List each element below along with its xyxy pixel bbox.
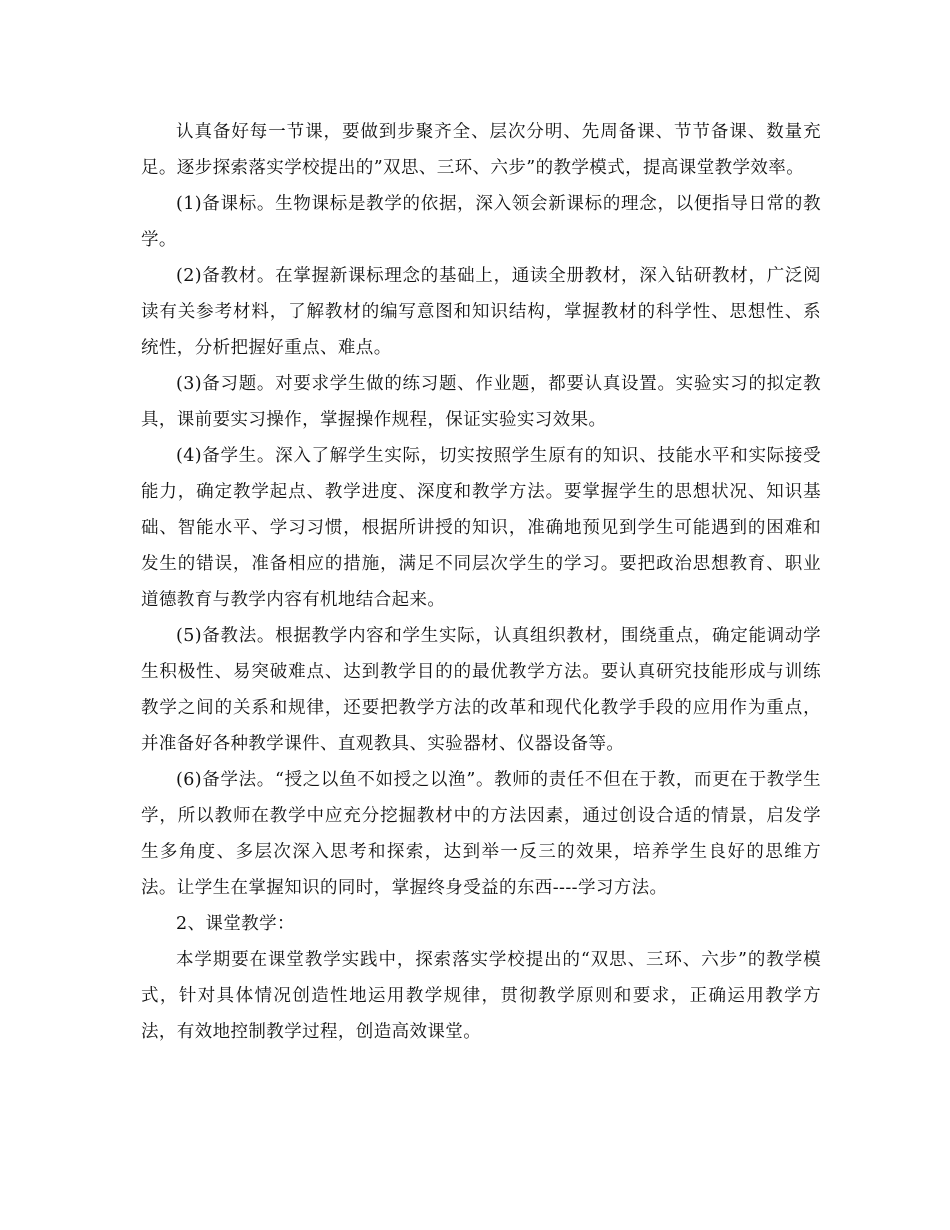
paragraph-classroom-teaching: 本学期要在课堂教学实践中，探索落实学校提出的“双思、三环、六步”的教学模式，针对具体情况创造性地运用教学规律，贯彻教学原则和要求，正确运用教学方法，有效地控制教学过程，创造高效课堂。 [141, 950, 821, 1042]
paragraph-textbook: (2)备教材。在掌握新课标理念的基础上，通读全册教材，深入钻研教材，广泛阅读有关参考材料，了解教材的编写意图和知识结构，掌握教材的科学性、思想性、系统性，分析把握好重点、难点。 [141, 266, 821, 358]
paragraph-learning-methods: (6)备学法。“授之以鱼不如授之以渔”。教师的责任不但在于教，而更在于教学生学，所以教师在教学中应充分挖掘教材中的方法因素，通过创设合适的情景，启发学生多角度、多层次深入思考和探索，达到举一反三的效果，培养学生良好的思维方法。让学生在掌握知识的同时，掌握终身受益的东西----学习方法。 [141, 770, 821, 898]
paragraph-teaching-methods: (5)备教法。根据教学内容和学生实际，认真组织教材，围绕重点，确定能调动学生积极性、易突破难点、达到教学目的的最优教学方法。要认真研究技能形成与训练教学之间的关系和规律，还要把教学方法的改革和现代化教学手段的应用作为重点，并准备好各种教学课件、直观教具、实验器材、仪器设备等。 [141, 626, 821, 754]
paragraph-curriculum-standard: (1)备课标。生物课标是教学的依据，深入领会新课标的理念，以便指导日常的教学。 [141, 194, 821, 250]
document-body [141, 114, 821, 1050]
paragraph-intro: 认真备好每一节课，要做到步聚齐全、层次分明、先周备课、节节备课、数量充足。逐步探索落实学校提出的”双思、三环、六步”的教学模式，提高课堂教学效率。 [141, 122, 821, 178]
section-heading-classroom-teaching: 2、课堂教学： [176, 914, 295, 934]
paragraph-exercises: (3)备习题。对要求学生做的练习题、作业题，都要认真设置。实验实习的拟定教具，课前要实习操作，掌握操作规程，保证实验实习效果。 [141, 374, 821, 430]
paragraph-students: (4)备学生。深入了解学生实际，切实按照学生原有的知识、技能水平和实际接受能力，确定教学起点、教学进度、深度和教学方法。要掌握学生的思想状况、知识基础、智能水平、学习习惯，根据所讲授的知识，准确地预见到学生可能遇到的困难和发生的错误，准备相应的措施，满足不同层次学生的学习。要把政治思想教育、职业道德教育与教学内容有机地结合起来。 [141, 446, 821, 610]
